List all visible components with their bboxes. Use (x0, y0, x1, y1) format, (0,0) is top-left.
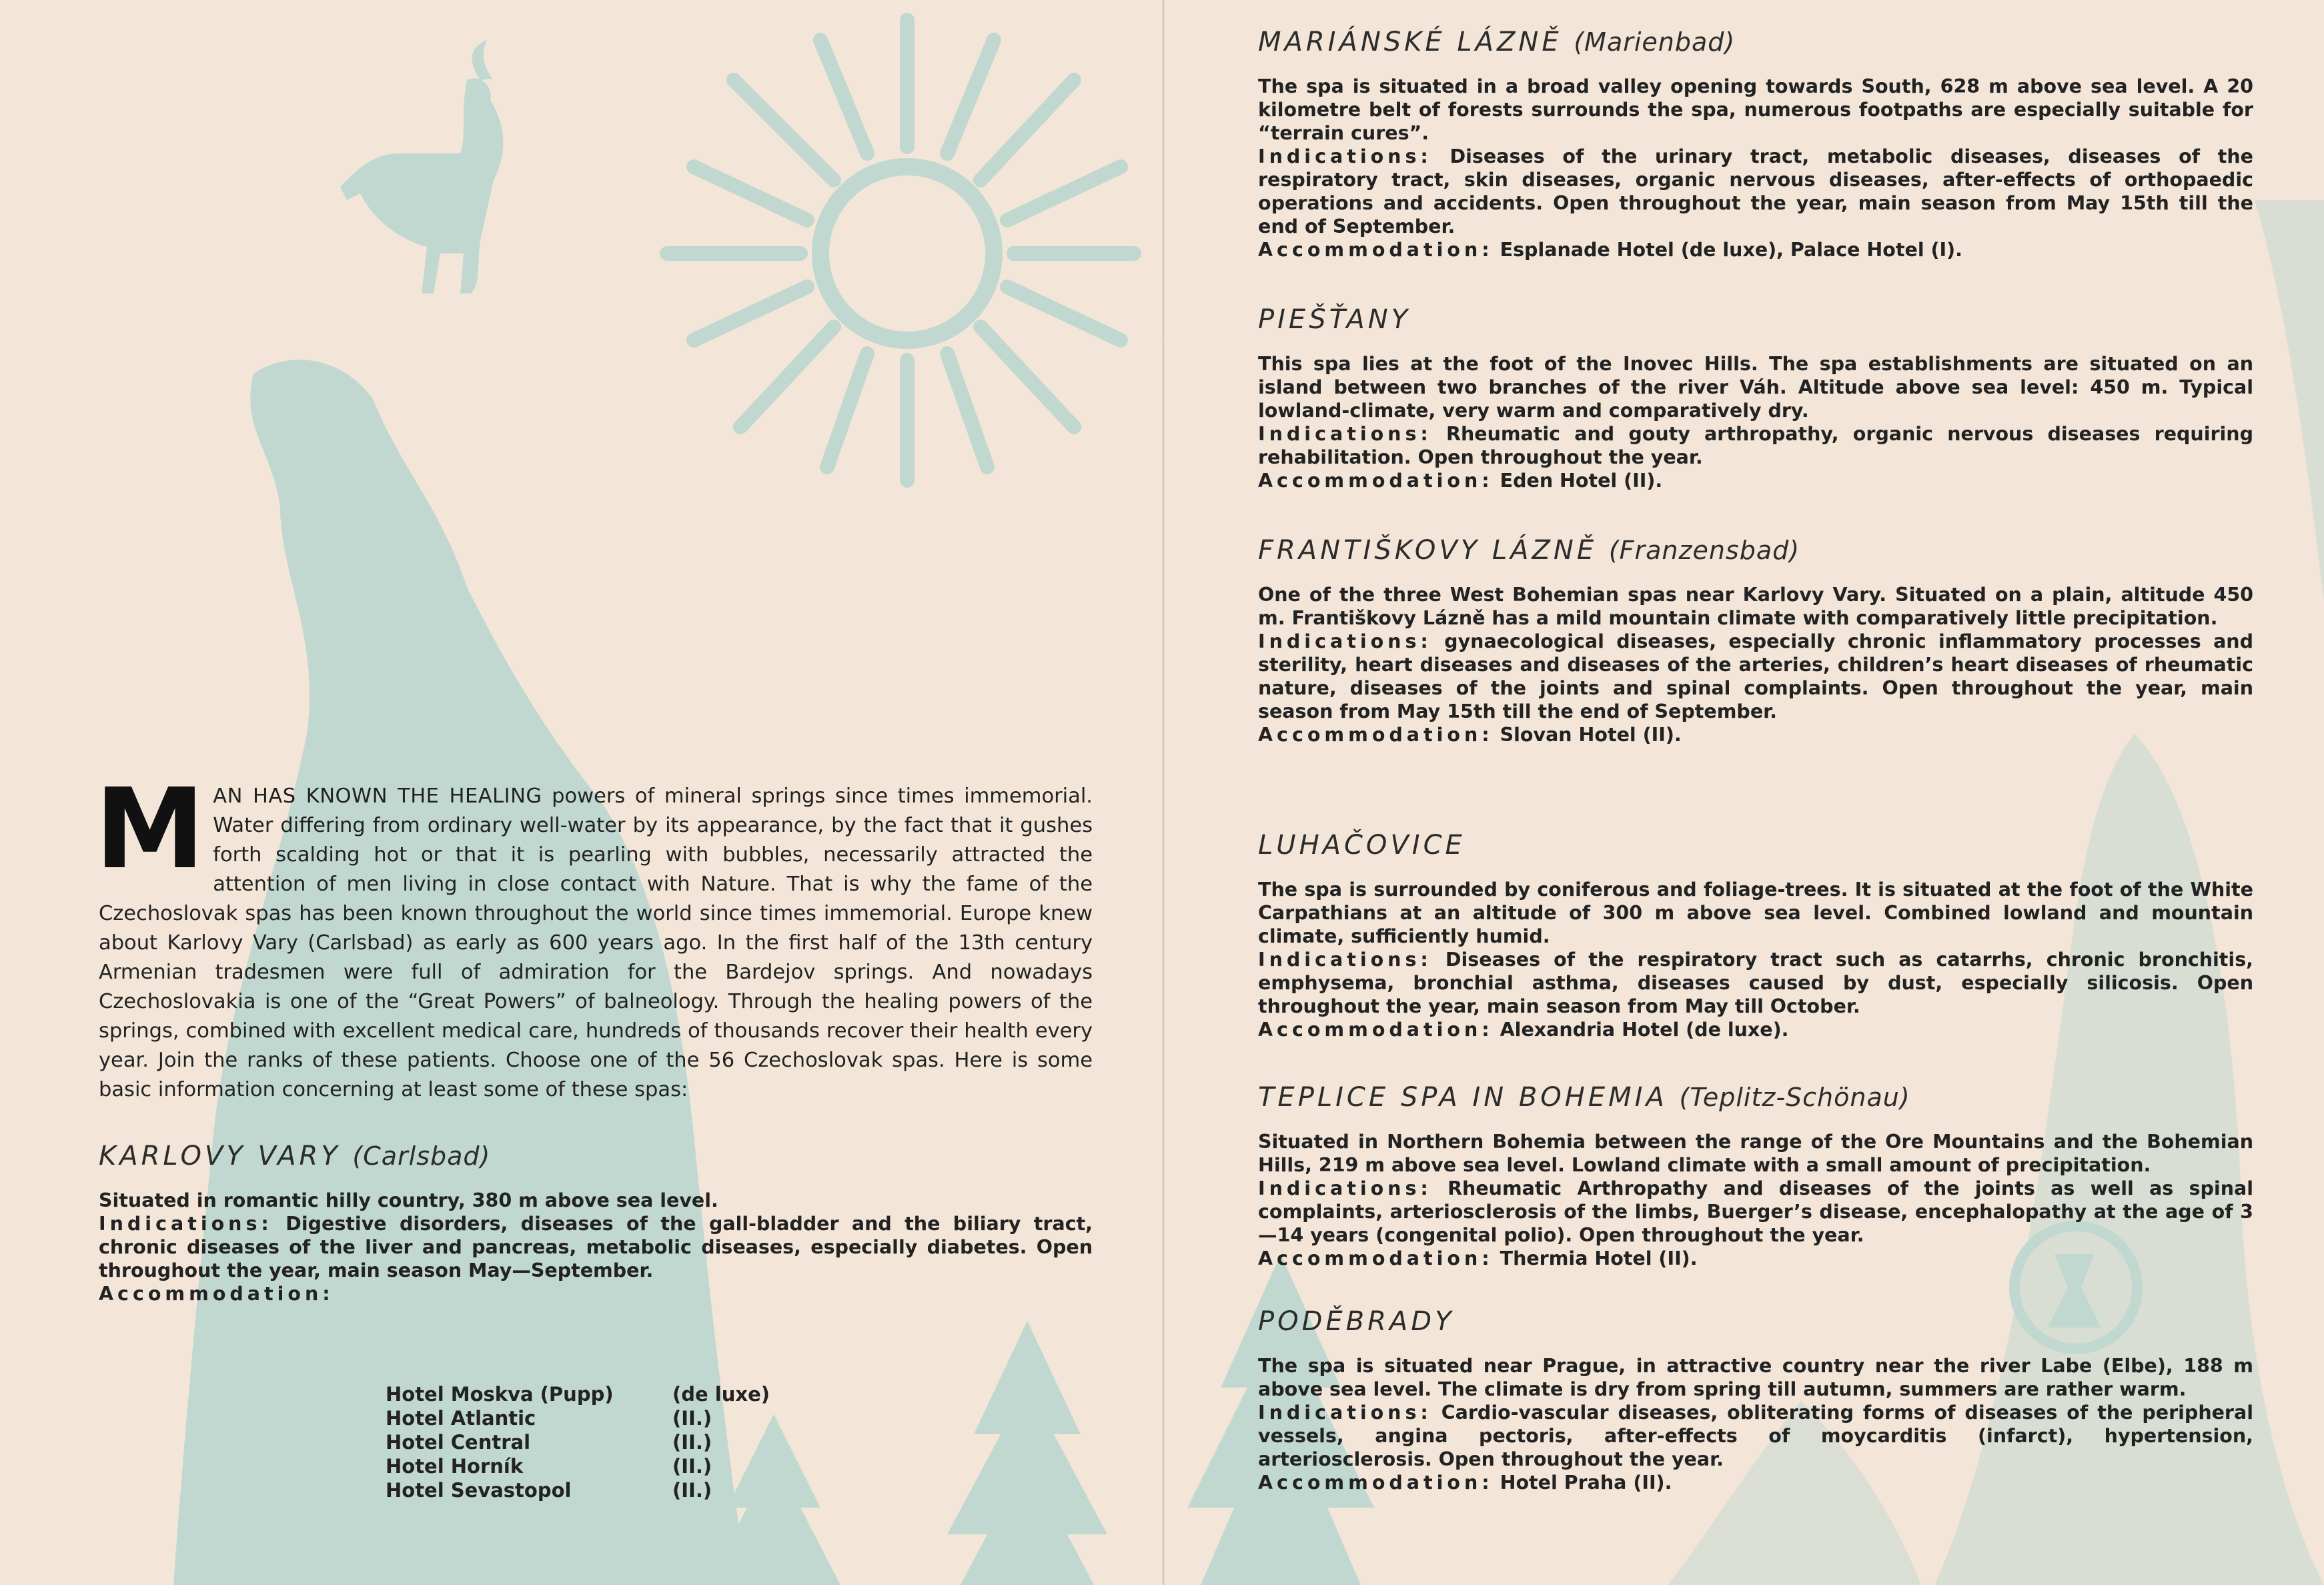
hotel-row: Hotel Moskva (Pupp) (de luxe) (386, 1383, 770, 1406)
spa-text: This spa lies at the foot of the Inovec Hills. The spa establishments are situated on an island between two branches of the river Váh. Altitude above sea level: 450 m. Typical lowland-climate, very warm and comparatively dry. Indications: Rheumatic and gouty arthropathy, organic nervous diseases requiring rehabilitation. Open throughout the year. Accommodation: Eden Hotel (II). (1258, 353, 2253, 492)
intro-caps: AN HAS KNOWN THE HEALING (213, 784, 542, 808)
intro-text: powers of mineral springs since times immemorial. Water differing from ordinary well-water by its appearance, by the fact that it gushes forth scalding hot or that it is pearling with bubbles, necessarily attracted the attention of men living in close contact with Nature. That is why the fame of the Czechoslovak spas has been known throughout the world since times immemorial. Europe knew about Karlovy Vary (Carlsbad) as early as 600 years ago. In the first half of the 13th century Armenian tradesmen were full of admiration for the Bardejov springs. And nowadays Czechoslovakia is one of the “Great Powers” of balneology. Through the healing powers of the springs, combined with excellent medical care, hundreds of thousands recover their health every year. Join the ranks of these patients. Choose one of the 56 Czechoslovak spas. Here is some basic information concerning at least some of these spas: (99, 784, 1093, 1101)
intro-paragraph (95, 765, 1093, 1105)
spa-section-podebrady (1258, 1306, 2253, 1494)
karlovy-vary-text: Situated in romantic hilly country, 380 m above sea level. Indications: Digestive disorders, diseases of the gall-bladder and the biliary tract, chronic diseases of the liver and pancreas, metabolic diseases, especially diabetes. Open throughout the year, main season May—September. Accommodation: (99, 1189, 1093, 1305)
karlovy-vary-section (99, 1141, 1093, 1305)
hotel-row: Hotel Atlantic (II.) (386, 1407, 712, 1430)
left-column (95, 765, 1093, 1502)
hotel-row: Hotel Sevastopol (II.) (386, 1479, 712, 1502)
spa-heading: PODĚBRADY (1258, 1306, 1455, 1337)
page-fold (1162, 0, 1165, 1585)
sun-figure (820, 167, 994, 340)
spa-heading: PIEŠŤANY (1258, 304, 1411, 335)
karlovy-vary-heading: KARLOVY VARY (Carlsbad) (99, 1141, 491, 1171)
spa-heading: MARIÁNSKÉ LÁZNĚ (Marienbad) (1258, 27, 1736, 57)
spa-text: The spa is situated in a broad valley opening towards South, 628 m above sea level. A 20 kilometre belt of forests surrounds the spa, numerous footpaths are especially suitable for “terrain cures”. Indications: Diseases of the urinary tract, metabolic diseases, diseases of the respiratory tract, skin diseases, organic nervous diseases, after-effects of orthopaedic operations and accidents. Open throughout the year, main season from May 15th till the end of September. Accommodation: Esplanade Hotel (de luxe), Palace Hotel (I). (1258, 75, 2253, 261)
drop-cap: M (95, 765, 205, 894)
spa-section-marianske-lazne (1258, 27, 2253, 261)
spa-text: Situated in Northern Bohemia between the range of the Ore Mountains and the Bohemian Hills, 219 m above sea level. Lowland climate with a small amount of precipitation. Indications: Rheumatic Arthropathy and diseases of the joints as well as spinal complaints, arteriosclerosis of the limbs, Buerger’s disease, encephalopathy at the age of 3—14 years (congenital polio). Open throughout the year. Accommodation: Thermia Hotel (II). (1258, 1131, 2253, 1269)
hotel-row: Hotel Horník (II.) (386, 1455, 712, 1478)
chamois-horn (472, 40, 492, 80)
spa-section-frantiskovy-lazne (1258, 535, 2253, 746)
spa-section-teplice (1258, 1082, 2253, 1270)
tree (947, 1321, 1107, 1585)
spa-text: One of the three West Bohemian spas near Karlovy Vary. Situated on a plain, altitude 450 m. Františkovy Lázně has a mild mountain climate with comparatively little precipitation. Indications: gynaecological diseases, especially chronic inflammatory processes and sterility, heart diseases and diseases of the arteries, children’s heart diseases of rheumatic nature, diseases of the joints and spinal complaints. Open throughout the year, main season from May 15th till the end of September. Accommodation: Slovan Hotel (II). (1258, 584, 2253, 746)
hotel-list (386, 1382, 770, 1502)
spa-text: The spa is surrounded by coniferous and foliage-trees. It is situated at the foot of the White Carpathians at an altitude of 300 m above sea level. Combined lowland and mountain climate, sufficiently humid. Indications: Diseases of the respiratory tract such as catarrhs, chronic bronchitis, emphysema, bronchial asthma, diseases caused by dust, especially silicosis. Open throughout the year, main season from May till October. Accommodation: Alexandria Hotel (de luxe). (1258, 879, 2253, 1041)
spa-heading: TEPLICE SPA IN BOHEMIA (Teplitz-Schönau) (1258, 1082, 1910, 1113)
spa-section-luhacovice (1258, 830, 2253, 1041)
spa-heading: LUHAČOVICE (1258, 830, 1466, 861)
spa-section-piestany (1258, 304, 2253, 492)
wash (2255, 200, 2324, 600)
spa-text: The spa is situated near Prague, in attractive country near the river Labe (Elbe), 188 m above sea level. The climate is dry from spring till autumn, summers are rather warm. Indications: Cardio-vascular diseases, obliterating forms of diseases of the peripheral vessels, angina pectoris, after-effects of moycarditis (infarct), hypertension, arteriosclerosis. Open throughout the year. Accommodation: Hotel Praha (II). (1258, 1355, 2253, 1494)
spa-heading: FRANTIŠKOVY LÁZNĚ (Franzensbad) (1258, 535, 1800, 566)
chamois-figure (340, 78, 503, 294)
hotel-row: Hotel Central (II.) (386, 1431, 712, 1454)
